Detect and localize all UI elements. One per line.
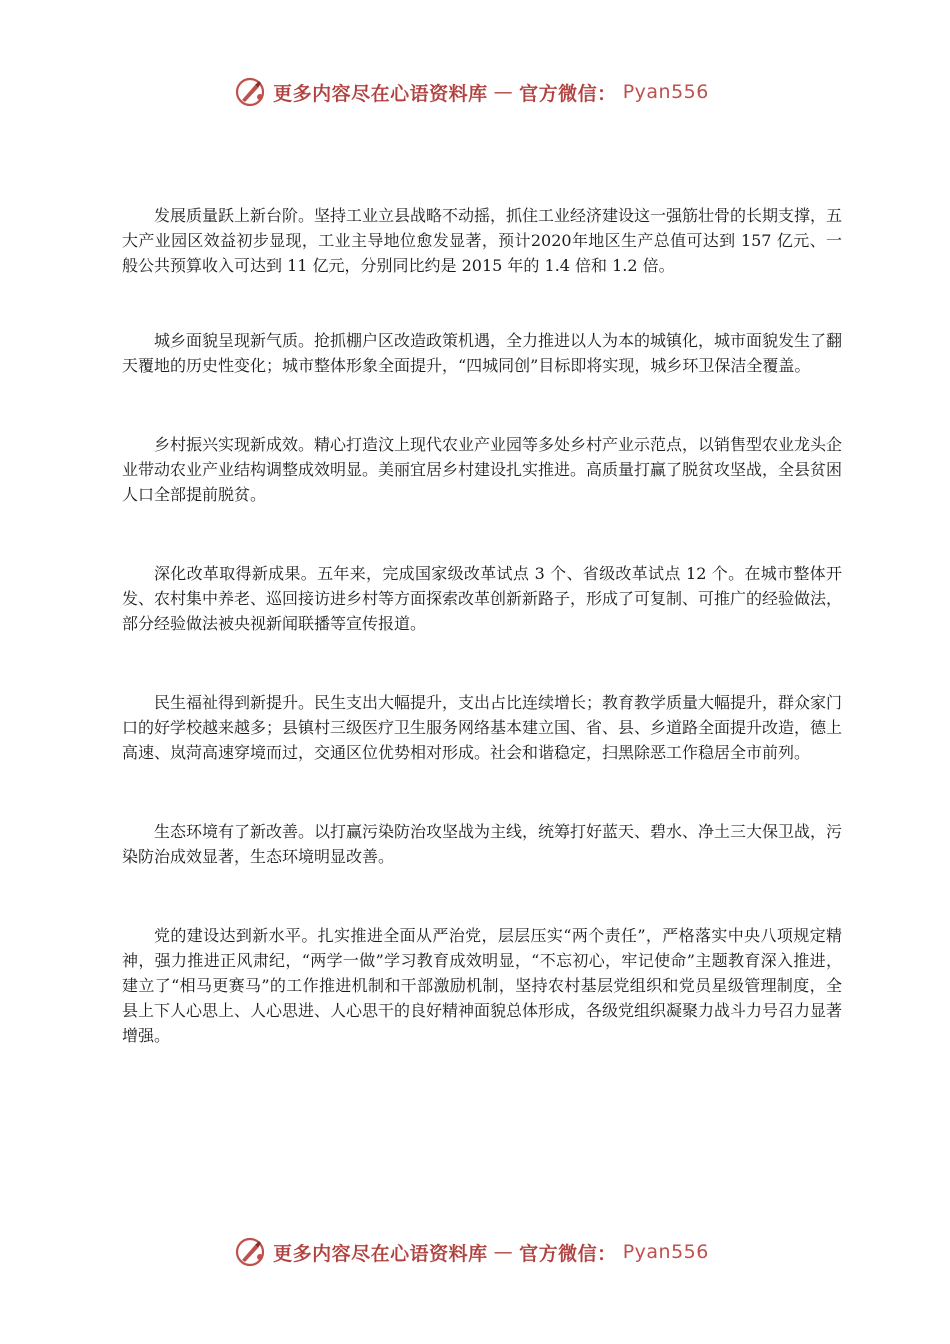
header-banner-wechat-id: Pyan556: [622, 81, 709, 103]
paragraph-rural-revitalization: 乡村振兴实现新成效。精心打造汶上现代农业产业园等多处乡村产业示范点，以销售型农业龙头企业带动农业产业结构调整成效明显。美丽宜居乡村建设扎实推进。高质量打赢了脱贫攻坚战，全县贫困人口全部提前脱贫。: [122, 435, 843, 504]
header-banner-content: [233, 75, 709, 109]
document-body: [122, 203, 842, 1102]
paragraph-urban-rural-appearance: 城乡面貌呈现新气质。抢抓棚户区改造政策机遇，全力推进以人为本的城镇化，城市面貌发生了翻天覆地的历史性变化；城市整体形象全面提升，“四城同创”目标即将实现，城乡环卫保洁全覆盖。: [122, 331, 843, 375]
footer-banner-wechat-id: Pyan556: [622, 1241, 709, 1263]
footer-banner: [0, 1230, 950, 1274]
pen-logo-icon: [233, 75, 267, 109]
footer-banner-wechat-label: 官方微信：: [519, 1242, 617, 1265]
paragraph-development-quality: 发展质量跃上新台阶。坚持工业立县战略不动摇，抓住工业经济建设这一强筋壮骨的长期支撑，五大产业园区效益初步显现，工业主导地位愈发显著，预计2020年地区生产总值可达到 157 亿元、一般公共预算收入可达到 11 亿元，分别同比约是 2015 年的 1.4 倍和 1.2 倍。: [122, 206, 843, 275]
header-banner-title: 更多内容尽在心语资料库: [273, 82, 488, 105]
paragraph-livelihood-wellbeing: 民生福祉得到新提升。民生支出大幅提升，支出占比连续增长；教育教学质量大幅提升，群众家门口的好学校越来越多；县镇村三级医疗卫生服务网络基本建立国、省、县、乡道路全面提升改造，德上高速、岚菏高速穿境而过，交通区位优势相对形成。社会和谐稳定，扫黑除恶工作稳居全市前列。: [122, 693, 843, 762]
footer-banner-content: [233, 1235, 709, 1269]
header-banner-wechat-label: 官方微信：: [519, 82, 617, 105]
header-banner-separator: —: [493, 81, 514, 103]
paragraph-ecological-environment: 生态环境有了新改善。以打赢污染防治攻坚战为主线，统筹打好蓝天、碧水、净土三大保卫战，污染防治成效显著，生态环境明显改善。: [122, 822, 843, 866]
paragraph-deepening-reform: 深化改革取得新成果。五年来，完成国家级改革试点 3 个、省级改革试点 12 个。在城市整体开发、农村集中养老、巡回接访进乡村等方面探索改革创新新路子，形成了可复制、可推广的经验做法，部分经验做法被央视新闻联播等宣传报道。: [122, 564, 843, 633]
footer-banner-separator: —: [493, 1241, 514, 1263]
header-banner: [0, 70, 950, 114]
footer-banner-title: 更多内容尽在心语资料库: [273, 1242, 488, 1265]
pen-logo-icon: [233, 1235, 267, 1269]
paragraph-party-building: 党的建设达到新水平。扎实推进全面从严治党，层层压实“两个责任”，严格落实中央八项规定精神，强力推进正风肃纪，“两学一做”学习教育成效明显，“不忘初心，牢记使命”主题教育深入推进，建立了“相马更赛马”的工作推进机制和干部激励机制，坚持农村基层党组织和党员星级管理制度，全县上下人心思上、人心思进、人心思干的良好精神面貌总体形成，各级党组织凝聚力战斗力号召力显著增强。: [122, 926, 843, 1045]
